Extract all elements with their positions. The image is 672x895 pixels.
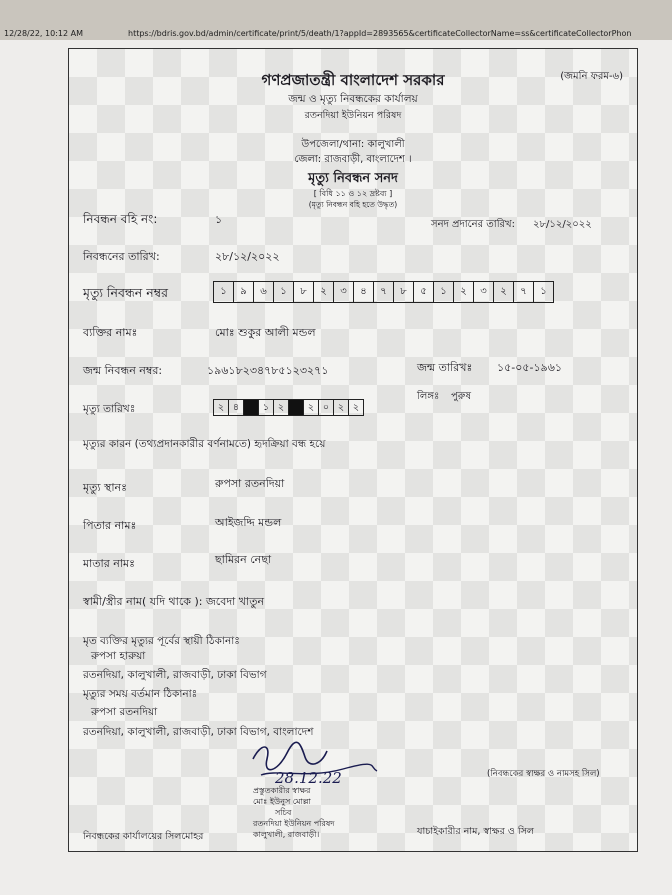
death-reg-no-label: মৃত্যু নিবন্ধন নম্বর: [83, 285, 168, 300]
gender-value: পুরুষ: [451, 391, 471, 402]
birth-reg-label: জন্ম নিবন্ধন নম্বর:: [83, 364, 163, 377]
seal-area-location: কালুখালী, রাজবাড়ী।: [253, 830, 320, 839]
mother-value: ছামিরন নেছা: [215, 553, 272, 566]
perm-address-label: মৃত ব্যক্তির মৃত্যুর পূর্বের স্থায়ী ঠিকানাঃ: [83, 635, 240, 647]
form-number: (জমনি ফরম-৬): [560, 71, 623, 82]
perm-address-line2: রতনদিয়া, কালুখালী, রাজবাড়ী, ঢাকা বিভাগ: [83, 669, 267, 681]
current-address-label: মৃত্যুর সময় বর্তমান ঠিকানাঃ: [83, 688, 198, 700]
date-digit-box: ২: [274, 400, 289, 415]
print-header: [0, 0, 672, 40]
register-book-label: নিবন্ধন বহি নং:: [83, 212, 158, 226]
preparer-seal: [253, 785, 334, 840]
office-name: জন্ম ও মৃত্যু নিবন্ধকের কার্যালয়: [288, 93, 418, 105]
reg-digit-box: ২: [314, 282, 334, 302]
cause-label: মৃত্যুর কারন (তথ্যপ্রদানকারীর বর্ণনামতে): [83, 438, 251, 450]
date-digit-box: ২: [214, 400, 229, 415]
reg-digit-box: ৫: [414, 282, 434, 302]
reg-digit-box: ১: [214, 282, 234, 302]
perm-address-line1: রুপসা হারুয়া: [91, 650, 146, 662]
date-digit-box: ০: [319, 400, 334, 415]
spouse-row: [83, 593, 264, 612]
date-digit-box: ২: [334, 400, 349, 415]
spouse-value: জবেদা খাতুন: [205, 595, 265, 608]
certificate-frame: [68, 48, 638, 852]
dob-label: জন্ম তারিখঃ: [417, 361, 473, 374]
father-label: পিতার নামঃ: [83, 519, 137, 532]
register-book-value: ১: [215, 213, 223, 226]
union-name: রতনদিয়া ইউনিয়ন পরিষদ: [304, 110, 402, 121]
seal-union: রতনদিয়া ইউনিয়ন পরিষদ: [253, 819, 335, 828]
reg-digit-box: ৮: [294, 282, 314, 302]
print-timestamp: 12/28/22, 10:12 AM: [4, 29, 83, 38]
reg-digit-box: ৯: [234, 282, 254, 302]
seal-designation: সচিব: [275, 808, 292, 817]
date-digit-box: ২: [304, 400, 319, 415]
place-label: মৃত্যু স্থানঃ: [83, 481, 127, 494]
registrar-sign-caption: (নিবন্ধকের স্বাক্ষর ও নামসহ সিল): [487, 769, 600, 779]
mother-label: মাতার নামঃ: [83, 557, 136, 570]
reg-digit-box: ১: [540, 286, 547, 297]
date-separator-box: [289, 400, 304, 415]
svg-text:28.12.22: 28.12.22: [275, 769, 342, 787]
reg-digit-box: ৬: [254, 282, 274, 302]
extract-note: (মৃত্যু নিবন্ধন বহি হতে উদ্ধৃত): [308, 200, 398, 209]
reg-digit-box: ৪: [354, 282, 374, 302]
reg-digit-box: ১: [434, 282, 454, 302]
current-address-line2: রতনদিয়া, কালুখালী, রাজবাড়ী, ঢাকা বিভাগ, বাংলাদেশ: [83, 726, 314, 738]
reg-digit-box: ১: [274, 282, 294, 302]
district: জেলা: রাজবাড়ী, বাংলাদেশ ।: [294, 154, 412, 165]
certificate-title: মৃত্যু নিবন্ধন সনদ: [308, 171, 398, 186]
cause-row: [83, 437, 325, 454]
death-date-boxes: [213, 399, 364, 416]
reg-digit-box: ৩: [474, 282, 494, 302]
preparer-label: প্রস্তুতকারীর স্বাক্ষর: [253, 786, 311, 795]
reg-digit-box: ৭: [514, 282, 534, 302]
reg-digit-box: ৭: [374, 282, 394, 302]
verifier-caption: যাচাইকারীর নাম, স্বাক্ষর ও সিল: [417, 826, 534, 837]
issue-date-value: ২৮/১২/২০২২: [533, 219, 592, 230]
date-digit-box: ২: [352, 402, 360, 413]
reg-digit-box: ২: [454, 282, 474, 302]
reg-digit-box: ৮: [394, 282, 414, 302]
rule-reference: [ বিধি ১১ ও ১২ দ্রষ্টব্য ]: [313, 189, 393, 198]
registration-date-label: নিবন্ধনের তারিখ:: [83, 250, 160, 263]
reg-digit-box: ২: [494, 282, 514, 302]
death-date-label: মৃত্যু তারিখঃ: [83, 403, 136, 415]
date-digit-box: ৪: [229, 400, 244, 415]
gender-label: লিঙ্গঃ: [417, 391, 440, 402]
seal-name: মোঃ ইউনুস মোল্লা: [253, 797, 311, 806]
upazila: উপজেলা/থানা: কালুখালী: [301, 139, 405, 150]
current-address-line1: রুপসা রতনদিয়া: [91, 706, 158, 718]
name-value: মোঃ শুকুর আলী মন্ডল: [215, 326, 316, 339]
reg-digit-box: ৩: [334, 282, 354, 302]
death-reg-no-boxes: [213, 281, 554, 303]
father-value: আইজদ্দি মন্ডল: [215, 516, 282, 529]
place-value: রুপসা রতনদিয়া: [215, 477, 285, 490]
print-url: https://bdris.gov.bd/admin/certificate/print/5/death/1?appId=2893565&certificateCollectorName=ss&certificateCollectorPhon: [128, 29, 632, 38]
name-label: ব্যক্তির নামঃ: [83, 326, 138, 339]
date-digit-box: ১: [259, 400, 274, 415]
cause-value: হৃদক্রিয়া বন্ধ হয়ে: [254, 438, 326, 450]
date-separator-box: [244, 400, 259, 415]
office-seal-caption: নিবন্ধকের কার্যালয়ের সিলমোহর: [83, 831, 204, 842]
spouse-label: স্বামী/স্ত্রীর নাম( যদি থাকে ):: [83, 595, 203, 608]
birth-reg-value: ১৯৬১৮২৩৪৭৮৫১২৩২৭১: [207, 364, 329, 377]
dob-value: ১৫-০৫-১৯৬১: [497, 361, 563, 374]
govt-title: গণপ্রজাতন্ত্রী বাংলাদেশ সরকার: [261, 71, 445, 89]
issue-date-label: সনদ প্রদানের তারিখ:: [431, 219, 515, 230]
registration-date-value: ২৮/১২/২০২২: [215, 250, 280, 263]
